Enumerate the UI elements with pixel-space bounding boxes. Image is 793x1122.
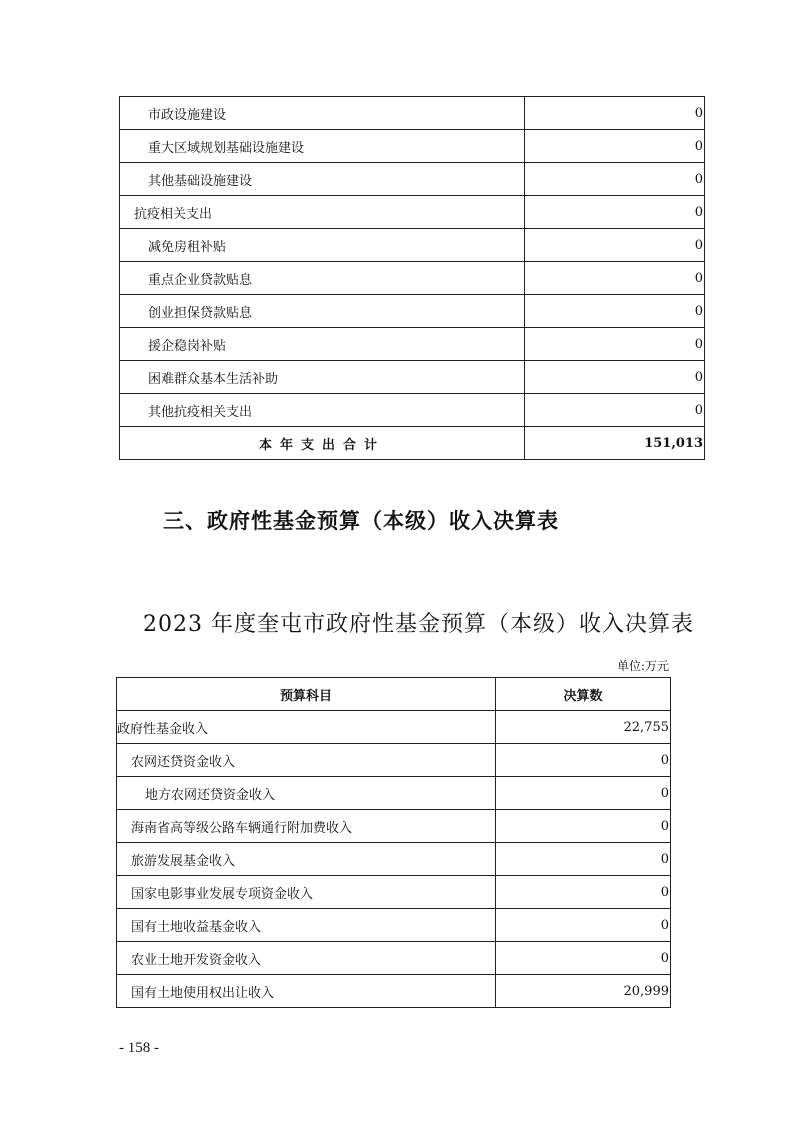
row-amount: 0 [496, 810, 671, 843]
table-row [117, 711, 671, 744]
row-amount: 22,755 [496, 711, 671, 744]
row-amount: 0 [525, 262, 705, 295]
row-amount: 0 [525, 295, 705, 328]
row-subject: 援企稳岗补贴 [120, 328, 525, 361]
row-amount: 0 [496, 777, 671, 810]
table-row [117, 942, 671, 975]
header-final-amount: 决算数 [496, 678, 671, 711]
header-budget-subject: 预算科目 [117, 678, 496, 711]
table-row [120, 229, 705, 262]
row-amount: 0 [525, 328, 705, 361]
table-row [117, 777, 671, 810]
total-value: 151,013 [525, 427, 705, 460]
row-subject: 其他抗疫相关支出 [120, 394, 525, 427]
table-row [120, 262, 705, 295]
unit-label: 单位:万元 [616, 659, 669, 673]
row-amount: 20,999 [496, 975, 671, 1008]
expenditure-table [119, 96, 705, 460]
table-row [120, 163, 705, 196]
table-row [120, 394, 705, 427]
row-amount: 0 [525, 229, 705, 262]
row-subject: 其他基础设施建设 [120, 163, 525, 196]
table-row [120, 196, 705, 229]
row-subject: 海南省高等级公路车辆通行附加费收入 [117, 810, 496, 843]
row-amount: 0 [496, 909, 671, 942]
page-number: - 158 - [119, 1040, 159, 1056]
row-subject: 地方农网还贷资金收入 [117, 777, 496, 810]
total-row [120, 427, 705, 460]
row-amount: 0 [525, 394, 705, 427]
row-amount: 0 [525, 130, 705, 163]
row-amount: 0 [525, 97, 705, 130]
row-amount: 0 [525, 196, 705, 229]
section-title: 三、政府性基金预算（本级）收入决算表 [163, 509, 559, 533]
row-amount: 0 [496, 843, 671, 876]
row-subject: 国家电影事业发展专项资金收入 [117, 876, 496, 909]
table-row [117, 744, 671, 777]
row-subject: 重大区域规划基础设施建设 [120, 130, 525, 163]
table-row [117, 909, 671, 942]
table-row [117, 810, 671, 843]
table-row [120, 361, 705, 394]
table-row [117, 843, 671, 876]
row-subject: 市政设施建设 [120, 97, 525, 130]
row-subject: 国有土地使用权出让收入 [117, 975, 496, 1008]
row-amount: 0 [496, 744, 671, 777]
row-amount: 0 [496, 942, 671, 975]
row-subject: 创业担保贷款贴息 [120, 295, 525, 328]
table-row [120, 295, 705, 328]
table-header-row [117, 678, 671, 711]
table-title: 2023 年度奎屯市政府性基金预算（本级）收入决算表 [143, 612, 694, 637]
fund-income-table [116, 677, 671, 1008]
table-row [117, 876, 671, 909]
row-amount: 0 [496, 876, 671, 909]
row-subject: 国有土地收益基金收入 [117, 909, 496, 942]
row-subject: 重点企业贷款贴息 [120, 262, 525, 295]
table-row [120, 97, 705, 130]
row-subject: 旅游发展基金收入 [117, 843, 496, 876]
row-subject: 农网还贷资金收入 [117, 744, 496, 777]
table-row [120, 130, 705, 163]
row-amount: 0 [525, 163, 705, 196]
row-subject: 农业土地开发资金收入 [117, 942, 496, 975]
row-subject: 困难群众基本生活补助 [120, 361, 525, 394]
row-subject: 抗疫相关支出 [120, 196, 525, 229]
row-subject: 政府性基金收入 [117, 711, 496, 744]
table-row [117, 975, 671, 1008]
total-label: 本年支出合计 [120, 427, 525, 460]
row-amount: 0 [525, 361, 705, 394]
row-subject: 减免房租补贴 [120, 229, 525, 262]
table-row [120, 328, 705, 361]
